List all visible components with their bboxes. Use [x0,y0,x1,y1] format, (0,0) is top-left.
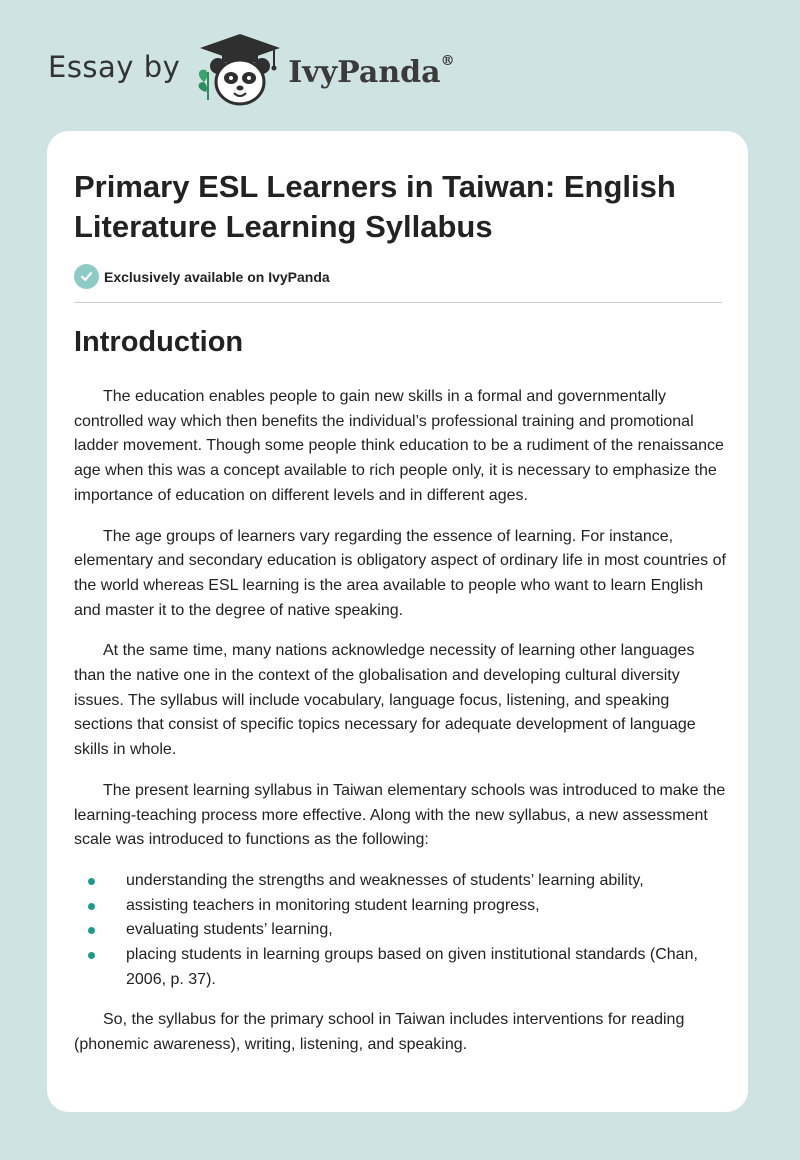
essay-card [47,131,748,1112]
bullet-dot-icon [88,878,95,885]
paragraph: So, the syllabus for the primary school in Taiwan includes interventions for reading (phonemic awareness), writing, listening, and speaking. [74,1011,685,1054]
paragraph: The education enables people to gain new skills in a formal and governmentally controlled way which then benefits the individual’s professional training and promotional ladder movement. Though some people think education to be a rudiment of the renaissance age when this was a concept available to rich people only, it is necessary to emphasize the importance of education on different levels and in different ages. [74,388,724,504]
page-title: Primary ESL Learners in Taiwan: English Literature Learning Syllabus [74,169,676,244]
list-item-text: assisting teachers in monitoring student learning progress, [126,896,540,914]
bullet-dot-icon [88,927,95,934]
list-item [74,918,726,943]
checkmark-icon [74,264,99,289]
brand-logo-text[interactable]: IvyPanda® [288,52,455,90]
essay-by-label: Essay by [48,50,181,84]
list-item [74,943,726,992]
site-header [48,30,455,110]
paragraph: The present learning syllabus in Taiwan elementary schools was introduced to make the learning-teaching process more effective. Along with the new syllabus, a new assessment scale was introduced to functions as the following: [74,781,726,849]
paragraph: The age groups of learners vary regarding the essence of learning. For instance, elementary and secondary education is obligatory aspect of ordinary life in most countries of the world whereas ESL learning is the area available to people who want to learn English and master it to the degree of native speaking. [74,527,726,619]
section-heading: Introduction [74,326,244,358]
article-body [74,324,726,1074]
badge-label: Exclusively available on IvyPanda [104,268,330,285]
panda-graduate-icon[interactable] [194,30,286,110]
bullet-dot-icon [88,952,95,959]
exclusive-badge [74,264,330,289]
list-item [74,869,726,894]
bullet-dot-icon [88,903,95,910]
paragraph: At the same time, many nations acknowledge necessity of learning other languages than the native one in the context of the globalisation and developing cultural diversity issues. The syllabus will include vocabulary, language focus, listening, and speaking sections that consist of specific topics necessary for adequate development of language skills in whole. [74,642,696,759]
bullet-list [74,869,726,993]
list-item-text: understanding the strengths and weaknesses of students’ learning ability, [126,871,644,889]
list-item-text: placing students in learning groups based on given institutional standards (Chan, 2006, p. 37). [126,946,698,988]
divider [74,302,722,303]
list-item-text: evaluating students’ learning, [126,921,333,939]
list-item [74,894,726,919]
